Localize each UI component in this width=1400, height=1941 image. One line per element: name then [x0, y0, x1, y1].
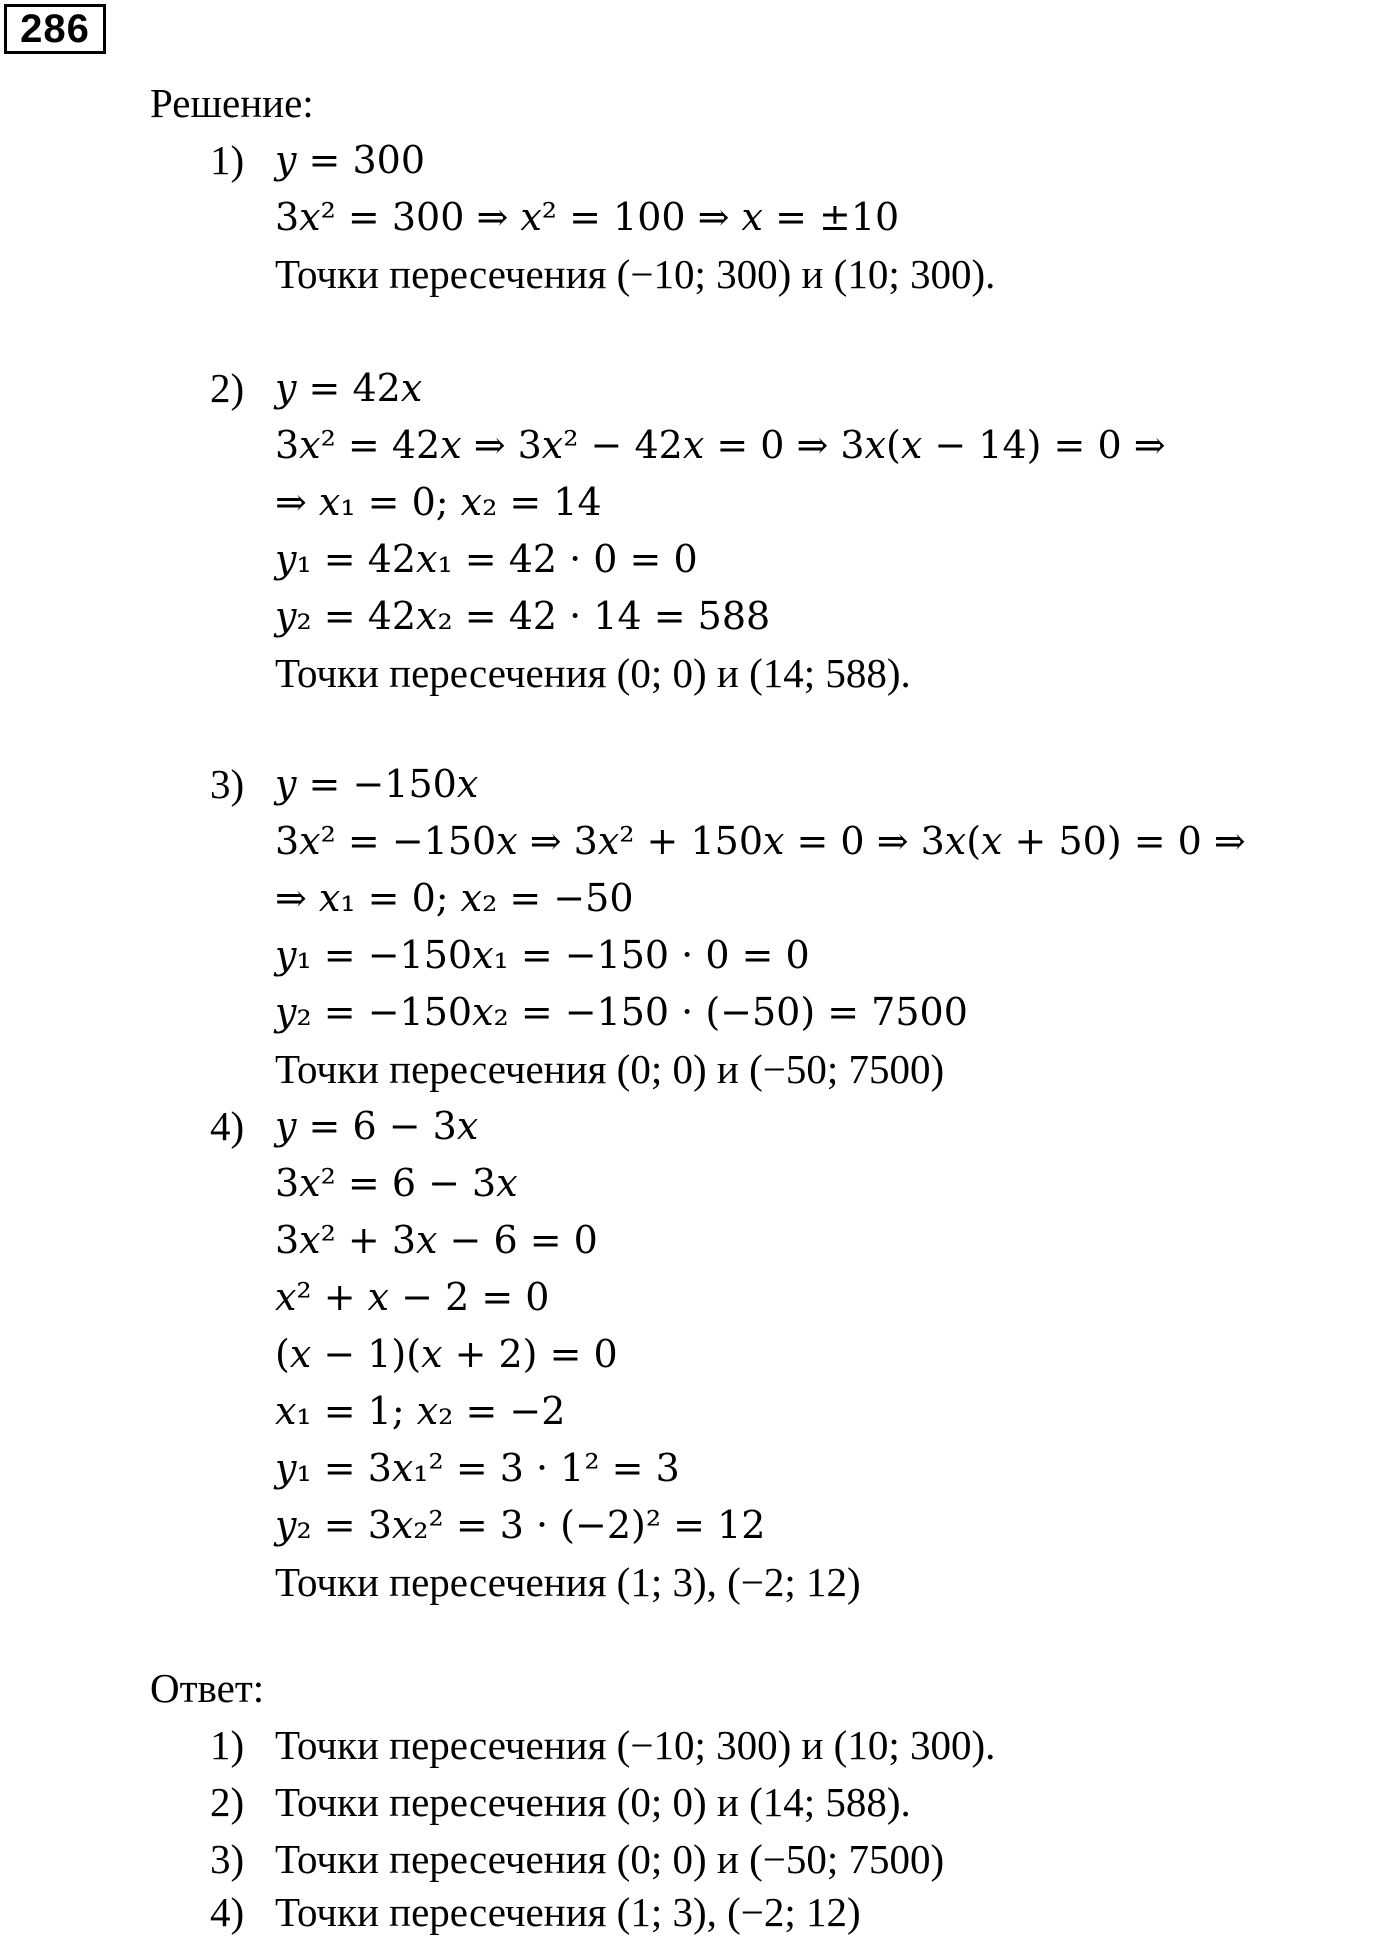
answer-2-number: 2) — [210, 1779, 245, 1825]
answer-2-text: Точки пересечения (0; 0) и (14; 588). — [275, 1779, 911, 1825]
section-4-line-9: Точки пересечения (1; 3), (−2; 12) — [275, 1559, 861, 1605]
section-3-number: 3) — [210, 761, 245, 807]
section-2-line-3: ⇒ 𝑥₁ = 0; 𝑥₂ = 14 — [275, 480, 602, 524]
section-1-line-2: 3𝑥² = 300 ⇒ 𝑥² = 100 ⇒ 𝑥 = ±10 — [275, 195, 900, 239]
answer-4-text: Точки пересечения (1; 3), (−2; 12) — [275, 1889, 861, 1935]
section-4-line-6: 𝑥₁ = 1; 𝑥₂ = −2 — [275, 1389, 566, 1433]
section-4-line-1: 𝑦 = 6 − 3𝑥 — [275, 1104, 479, 1148]
section-2-line-5: 𝑦₂ = 42𝑥₂ = 42 · 14 = 588 — [275, 594, 771, 638]
section-3-line-6: Точки пересечения (0; 0) и (−50; 7500) — [275, 1046, 945, 1092]
section-4-line-4: 𝑥² + 𝑥 − 2 = 0 — [275, 1275, 550, 1319]
section-4-number: 4) — [210, 1103, 245, 1149]
section-4-line-5: (𝑥 − 1)(𝑥 + 2) = 0 — [275, 1332, 618, 1376]
answer-3-number: 3) — [210, 1836, 245, 1882]
answer-1-text: Точки пересечения (−10; 300) и (10; 300). — [275, 1722, 996, 1768]
section-3-line-5: 𝑦₂ = −150𝑥₂ = −150 · (−50) = 7500 — [275, 990, 968, 1034]
solution-heading: Решение: — [150, 80, 314, 126]
section-2-line-4: 𝑦₁ = 42𝑥₁ = 42 · 0 = 0 — [275, 537, 698, 581]
section-3-line-1: 𝑦 = −150𝑥 — [275, 762, 479, 806]
section-4-line-2: 3𝑥² = 6 − 3𝑥 — [275, 1161, 518, 1205]
answer-heading: Ответ: — [150, 1665, 265, 1711]
section-2-line-1: 𝑦 = 42𝑥 — [275, 366, 423, 410]
answer-1-number: 1) — [210, 1722, 245, 1768]
problem-number-box — [4, 4, 106, 54]
section-3-line-2: 3𝑥² = −150𝑥 ⇒ 3𝑥² + 150𝑥 = 0 ⇒ 3𝑥(𝑥 + 50) = 0 ⇒ — [275, 819, 1246, 863]
section-1-number: 1) — [210, 137, 245, 183]
section-1-line-3: Точки пересечения (−10; 300) и (10; 300). — [275, 251, 996, 297]
answer-3-text: Точки пересечения (0; 0) и (−50; 7500) — [275, 1836, 945, 1882]
problem-number: 286 — [20, 7, 90, 51]
section-4-line-3: 3𝑥² + 3𝑥 − 6 = 0 — [275, 1218, 598, 1262]
section-2-line-6: Точки пересечения (0; 0) и (14; 588). — [275, 650, 911, 696]
section-2-line-2: 3𝑥² = 42𝑥 ⇒ 3𝑥² − 42𝑥 = 0 ⇒ 3𝑥(𝑥 − 14) = 0 ⇒ — [275, 423, 1166, 467]
section-2-number: 2) — [210, 365, 245, 411]
section-3-line-3: ⇒ 𝑥₁ = 0; 𝑥₂ = −50 — [275, 876, 634, 920]
section-4-line-8: 𝑦₂ = 3𝑥₂² = 3 · (−2)² = 12 — [275, 1503, 766, 1547]
answer-4-number: 4) — [210, 1889, 245, 1935]
section-1-line-1: 𝑦 = 300 — [275, 138, 425, 182]
section-4-line-7: 𝑦₁ = 3𝑥₁² = 3 · 1² = 3 — [275, 1446, 680, 1490]
section-3-line-4: 𝑦₁ = −150𝑥₁ = −150 · 0 = 0 — [275, 933, 810, 977]
